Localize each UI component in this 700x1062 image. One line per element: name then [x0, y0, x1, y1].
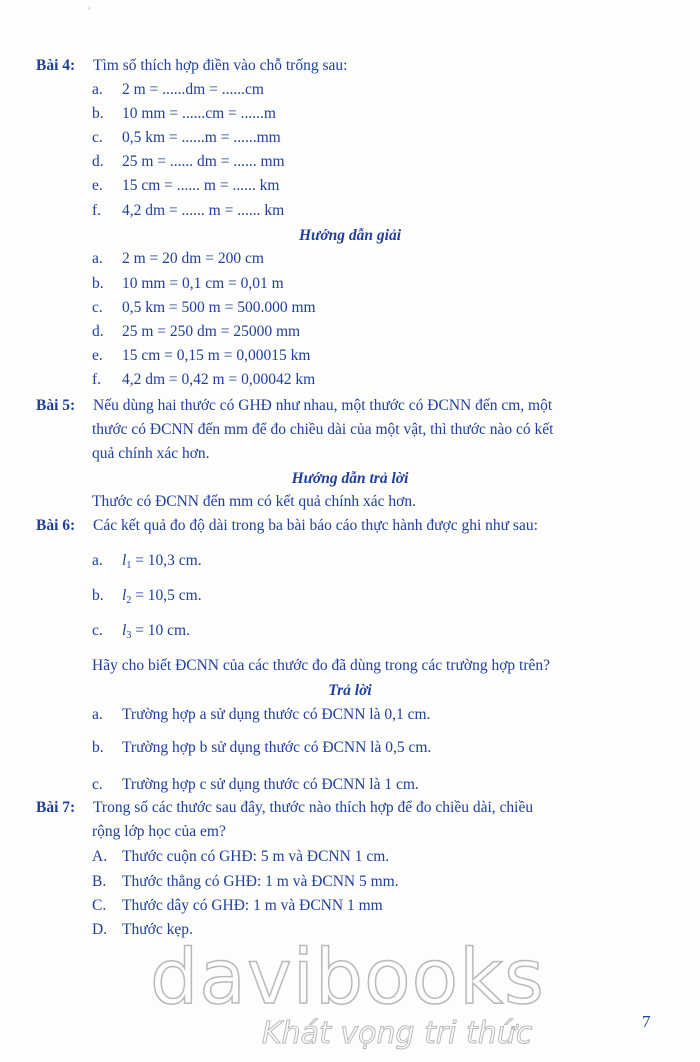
list-item — [92, 322, 300, 342]
item-text: Trường hợp a sử dụng thước có ĐCNN là 0,1 cm. — [122, 706, 431, 723]
item-letter: b. — [92, 587, 104, 604]
list-item — [92, 274, 284, 294]
item-text: 15 cm = ...... m = ...... km — [122, 177, 280, 194]
exercise-label: Bài 7: — [36, 799, 76, 816]
item-text: 10 mm = 0,1 cm = 0,01 m — [122, 275, 284, 292]
page-number: 7 — [642, 1012, 651, 1031]
item-letter: c. — [92, 776, 103, 793]
option-item — [92, 847, 389, 867]
option-text: Thước cuộn có GHĐ: 5 m và ĐCNN 1 cm. — [122, 848, 390, 865]
item-text: 10 mm = ......cm = ......m — [122, 105, 276, 122]
item-letter: b. — [92, 275, 104, 292]
list-item — [92, 705, 430, 725]
option-text: Thước thẳng có GHĐ: 1 m và ĐCNN 5 mm. — [122, 873, 399, 890]
solution-heading: Hướng dẫn giải — [298, 227, 401, 244]
exercise-text: Các kết quả đo độ dài trong ba bài báo cáo thực hành được ghi như sau: — [93, 517, 538, 534]
variable: l — [122, 587, 127, 604]
option-text: Thước dây có GHĐ: 1 m và ĐCNN 1 mm — [122, 897, 383, 914]
list-item — [92, 621, 190, 641]
exercise-text-continued: rộng lớp học của em? — [92, 823, 226, 840]
item-text: 0,5 km = 500 m = 500.000 mm — [122, 299, 316, 316]
item-text: 25 m = 250 dm = 25000 mm — [122, 323, 301, 340]
item-letter: b. — [92, 739, 104, 756]
item-letter: b. — [92, 105, 104, 122]
subscript: 1 — [126, 560, 132, 571]
item-text: Trường hợp b sử dụng thước có ĐCNN là 0,5 cm. — [122, 739, 432, 756]
option-item — [92, 872, 399, 892]
item-letter: d. — [92, 323, 104, 340]
item-letter: f. — [92, 371, 102, 388]
item-letter: c. — [92, 129, 103, 146]
item-letter: a. — [92, 250, 103, 267]
solution-heading: Hướng dẫn trả lời — [291, 470, 409, 487]
item-letter: a. — [92, 706, 103, 723]
list-item — [92, 346, 310, 366]
item-text: = 10,5 cm. — [131, 587, 202, 604]
list-item — [92, 586, 202, 606]
watermark-logo: davibooks — [150, 932, 545, 1021]
exercise-text: Trong số các thước sau đây, thước nào thích hợp để đo chiều dài, chiều — [93, 799, 534, 816]
item-text: 4,2 dm = ...... m = ...... km — [122, 202, 285, 219]
exercise-6-heading — [36, 516, 538, 536]
exercise-label: Bài 6: — [36, 517, 76, 534]
list-item — [92, 738, 431, 758]
exercise-text-continued: thước có ĐCNN đến mm để đo chiều dài của một vật, thì thước nào có kết — [92, 421, 554, 438]
item-letter: f. — [92, 202, 102, 219]
variable: l — [122, 622, 127, 639]
list-item — [92, 551, 202, 571]
item-letter: a. — [92, 552, 103, 569]
list-item — [92, 152, 285, 172]
watermark-tagline: Khát vọng tri thức — [262, 1016, 533, 1051]
item-text: 2 m = ......dm = ......cm — [122, 81, 264, 98]
list-item — [92, 80, 264, 100]
variable: l — [122, 552, 127, 569]
item-text: 15 cm = 0,15 m = 0,00015 km — [122, 347, 311, 364]
list-item — [92, 176, 279, 196]
exercise-7-heading — [36, 798, 533, 818]
list-item — [92, 128, 281, 148]
corner-mark: ᵃ — [88, 4, 91, 15]
exercise-text: Nếu dùng hai thước có GHĐ như nhau, một thước có ĐCNN đến cm, một — [93, 397, 553, 414]
list-item — [92, 249, 264, 269]
item-text: = 10,3 cm. — [131, 552, 202, 569]
item-text: 2 m = 20 dm = 200 cm — [122, 250, 264, 267]
list-item — [92, 104, 276, 124]
option-letter: C. — [92, 897, 107, 914]
exercise-text: Tìm số thích hợp điền vào chỗ trống sau: — [93, 57, 348, 74]
exercise-label: Bài 5: — [36, 397, 76, 414]
list-item — [92, 775, 419, 795]
option-letter: B. — [92, 873, 107, 890]
item-letter: c. — [92, 622, 103, 639]
item-letter: e. — [92, 177, 103, 194]
list-item — [92, 201, 284, 221]
option-text: Thước kẹp. — [122, 921, 193, 938]
solution-heading: Trả lời — [328, 682, 372, 699]
option-letter: D. — [92, 921, 108, 938]
list-item — [92, 298, 316, 318]
item-letter: c. — [92, 299, 103, 316]
exercise-5-heading — [36, 396, 552, 416]
item-text: 0,5 km = ......m = ......mm — [122, 129, 281, 146]
subscript: 3 — [126, 630, 132, 641]
exercise-label: Bài 4: — [36, 57, 76, 74]
item-letter: e. — [92, 347, 103, 364]
item-text: 4,2 dm = 0,42 m = 0,00042 km — [122, 371, 316, 388]
item-text: = 10 cm. — [131, 622, 190, 639]
answer-text: Thước có ĐCNN đến mm có kết quả chính xác hơn. — [92, 493, 416, 510]
item-text: Trường hợp c sử dụng thước có ĐCNN là 1 cm. — [122, 776, 419, 793]
exercise-text-continued: quả chính xác hơn. — [92, 445, 210, 462]
option-letter: A. — [92, 848, 108, 865]
option-item — [92, 896, 383, 916]
item-letter: a. — [92, 81, 103, 98]
exercise-4-heading — [36, 56, 347, 76]
question-text: Hãy cho biết ĐCNN của các thước đo đã dùng trong các trường hợp trên? — [92, 657, 551, 674]
item-text: 25 m = ...... dm = ...... mm — [122, 153, 285, 170]
subscript: 2 — [126, 595, 132, 606]
list-item — [92, 370, 315, 390]
item-letter: d. — [92, 153, 104, 170]
